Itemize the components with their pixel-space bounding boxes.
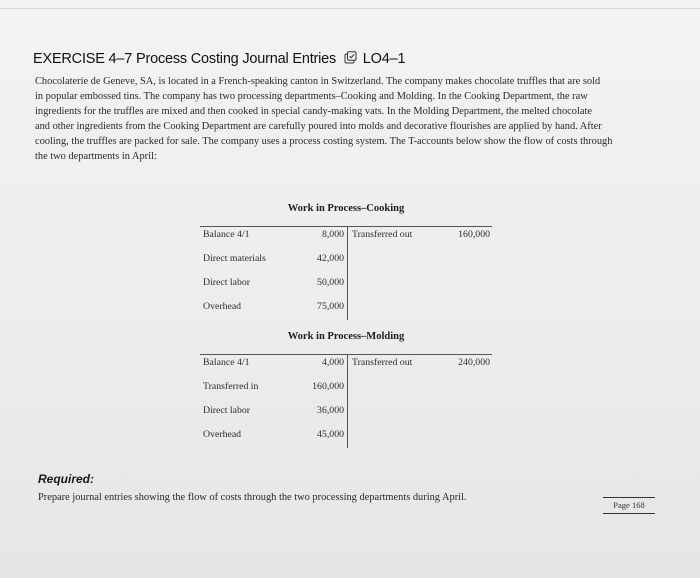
debit-value: 75,000 (317, 301, 344, 312)
debit-label: Transferred in (203, 381, 259, 392)
credit-label: Transferred out (352, 357, 413, 368)
description-line: ingredients for the truffles are mixed and then cooked in special candy-making vats. In the Molding Department, the melted chocolate (35, 106, 592, 118)
debit-label: Direct labor (203, 405, 251, 416)
debit-label: Overhead (203, 429, 242, 440)
learning-objective-icon (344, 51, 357, 64)
t-account-row (200, 381, 492, 395)
debit-value: 45,000 (317, 429, 344, 440)
page-number: Page 168 (603, 497, 655, 514)
debit-value: 42,000 (317, 253, 344, 264)
t-account-row (200, 405, 492, 419)
description-line: Chocolaterie de Geneve, SA, is located in a French-speaking canton in Switzerland. The company makes chocolate truffles that are sold (35, 76, 601, 87)
t-account-row (200, 253, 492, 267)
t-account-row (200, 277, 492, 291)
credit-value: 160,000 (458, 229, 490, 240)
exercise-title (33, 51, 405, 67)
debit-label: Balance 4/1 (203, 229, 250, 240)
credit-label: Transferred out (352, 229, 413, 240)
debit-label: Direct labor (203, 277, 251, 288)
t-account-top-rule (200, 226, 492, 227)
exercise-description (35, 74, 660, 165)
description-line: cooling, the truffles are packed for sale. The company uses a process costing system. The T-accounts below show the flow of costs through (35, 136, 613, 148)
description-line: and other ingredients from the Cooking Department are carefully poured into molds and decorative flourishes are applied by hand. After (35, 121, 602, 133)
required-heading: Required: (38, 472, 95, 486)
exercise-title-text: EXERCISE 4–7 Process Costing Journal Entries (33, 51, 337, 67)
description-line: in popular embossed tins. The company has two processing departments–Cooking and Molding. In the Cooking Department, the raw (35, 91, 588, 103)
learning-objective-label: LO4–1 (362, 51, 406, 67)
credit-value: 240,000 (458, 357, 490, 368)
t-account-row (200, 429, 492, 443)
description-line: the two departments in April: (35, 151, 157, 163)
debit-label: Overhead (203, 301, 242, 312)
debit-label: Balance 4/1 (203, 357, 250, 368)
t-account-title: Work in Process–Cooking (287, 203, 405, 214)
debit-value: 50,000 (317, 277, 344, 288)
page-top-divider (0, 8, 700, 9)
debit-value: 4,000 (321, 357, 344, 368)
t-account-row (200, 357, 492, 371)
required-instructions: Prepare journal entries showing the flow of costs through the two processing departments during April. (38, 492, 467, 503)
t-account-row (200, 229, 492, 243)
debit-value: 36,000 (317, 405, 344, 416)
debit-value: 160,000 (312, 381, 344, 392)
t-account-row (200, 301, 492, 315)
t-account-title: Work in Process–Molding (287, 331, 405, 342)
t-account-top-rule (200, 354, 492, 355)
debit-label: Direct materials (203, 253, 266, 264)
debit-value: 8,000 (321, 229, 344, 240)
